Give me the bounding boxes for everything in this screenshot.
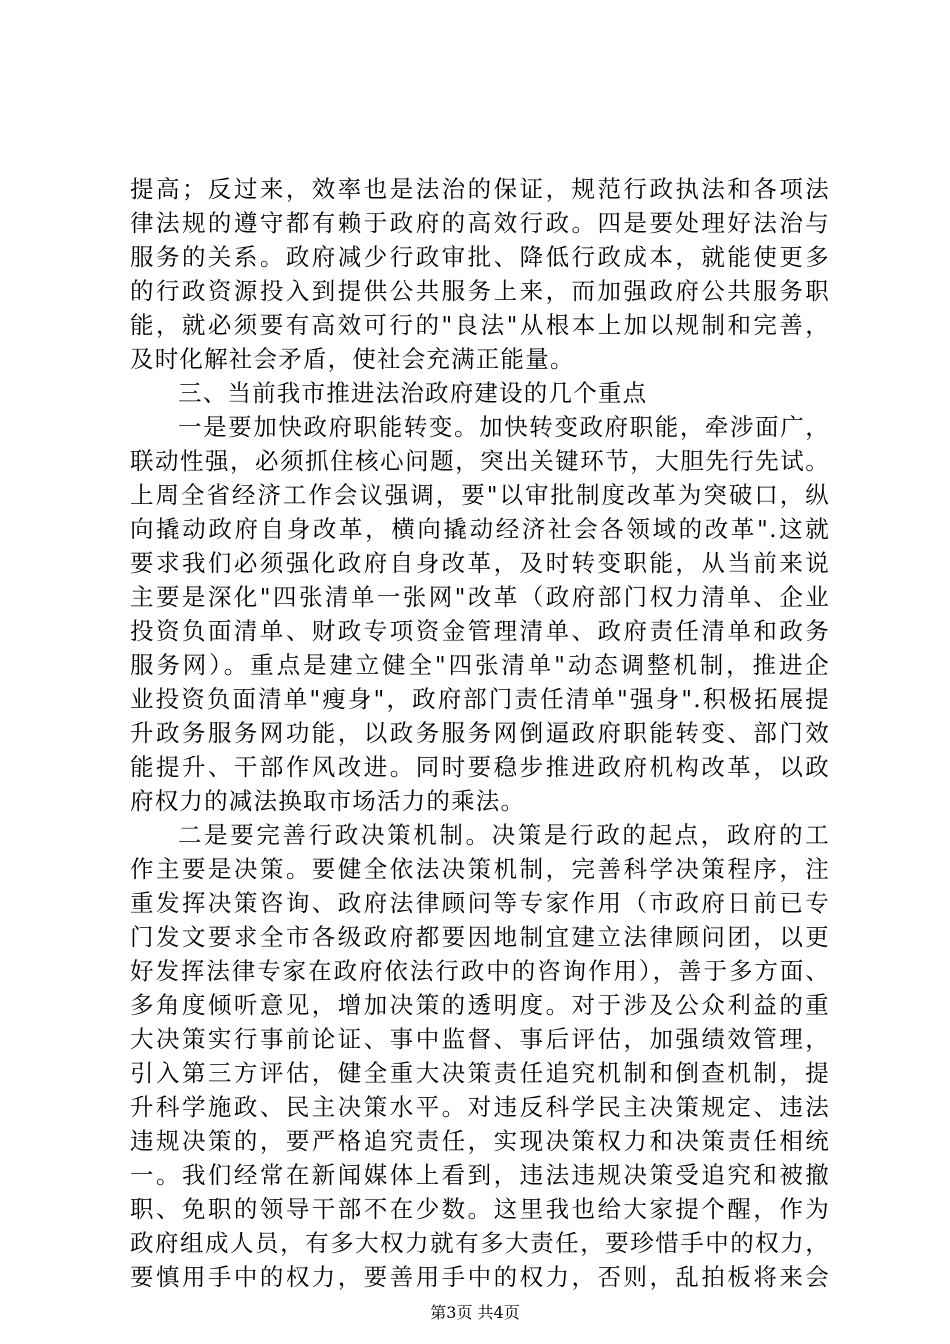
- text-line: 重发挥决策咨询、政府法律顾问等专家作用（市政府日前已专: [130, 889, 830, 917]
- text-line: 大决策实行事前论证、事中监督、事后评估，加强绩效管理，: [130, 1025, 830, 1053]
- text-line: 门发文要求全市各级政府都要因地制宜建立法律顾问团，以更: [130, 923, 830, 951]
- text-line: 要求我们必须强化政府自身改革，及时转变职能，从当前来说: [130, 549, 830, 577]
- text-line: 府权力的减法换取市场活力的乘法。: [130, 787, 526, 815]
- text-line: 升科学施政、民主决策水平。对违反科学民主决策规定、违法: [130, 1093, 830, 1121]
- text-line: 律法规的遵守都有赖于政府的高效行政。四是要处理好法治与: [130, 209, 830, 237]
- text-line: 投资负面清单、财政专项资金管理清单、政府责任清单和政务: [130, 617, 830, 645]
- text-line: 职、免职的领导干部不在少数。这里我也给大家提个醒，作为: [130, 1195, 830, 1223]
- text-line: 二是要完善行政决策机制。决策是行政的起点，政府的工: [178, 821, 830, 849]
- text-line: 服务的关系。政府减少行政审批、降低行政成本，就能使更多: [130, 243, 830, 271]
- text-line: 联动性强，必须抓住核心问题，突出关键环节，大胆先行先试。: [130, 447, 830, 475]
- text-line: 上周全省经济工作会议强调，要"以审批制度改革为突破口，纵: [130, 481, 830, 509]
- text-line: 业投资负面清单"瘦身"，政府部门责任清单"强身".积极拓展提: [130, 685, 830, 713]
- text-line: 一是要加快政府职能转变。加快转变政府职能，牵涉面广，: [178, 413, 830, 441]
- text-line: 升政务服务网功能，以政务服务网倒逼政府职能转变、部门效: [130, 719, 830, 747]
- body-text: [130, 172, 830, 1294]
- text-line: 主要是深化"四张清单一张网"改革（政府部门权力清单、企业: [130, 583, 830, 611]
- text-line: 能，就必须要有高效可行的"良法"从根本上加以规制和完善，: [130, 311, 830, 339]
- text-line: 向撬动政府自身改革，横向撬动经济社会各领域的改革".这就: [130, 515, 830, 543]
- text-line: 好发挥法律专家在政府依法行政中的咨询作用），善于多方面、: [130, 957, 830, 985]
- text-line: 多角度倾听意见，增加决策的透明度。对于涉及公众利益的重: [130, 991, 830, 1019]
- text-line: 作主要是决策。要健全依法决策机制，完善科学决策程序，注: [130, 855, 830, 883]
- page-number-footer: 第3页 共4页: [430, 1303, 520, 1322]
- text-line: 的行政资源投入到提供公共服务上来，而加强政府公共服务职: [130, 277, 830, 305]
- text-line: 提高；反过来，效率也是法治的保证，规范行政执法和各项法: [130, 175, 830, 203]
- text-line: 一。我们经常在新闻媒体上看到，违法违规决策受追究和被撤: [130, 1161, 830, 1189]
- section-heading: 三、当前我市推进法治政府建设的几个重点: [178, 379, 648, 407]
- text-line: 违规决策的，要严格追究责任，实现决策权力和决策责任相统: [130, 1127, 830, 1155]
- text-line: 要慎用手中的权力，要善用手中的权力，否则，乱拍板将来会: [130, 1263, 830, 1291]
- text-line: 政府组成人员，有多大权力就有多大责任，要珍惜手中的权力，: [130, 1229, 830, 1257]
- text-line: 能提升、干部作风改进。同时要稳步推进政府机构改革，以政: [130, 753, 830, 781]
- text-line: 服务网）。重点是建立健全"四张清单"动态调整机制，推进企: [130, 651, 830, 679]
- text-line: 引入第三方评估，健全重大决策责任追究机制和倒查机制，提: [130, 1059, 830, 1087]
- text-line: 及时化解社会矛盾，使社会充满正能量。: [130, 345, 575, 373]
